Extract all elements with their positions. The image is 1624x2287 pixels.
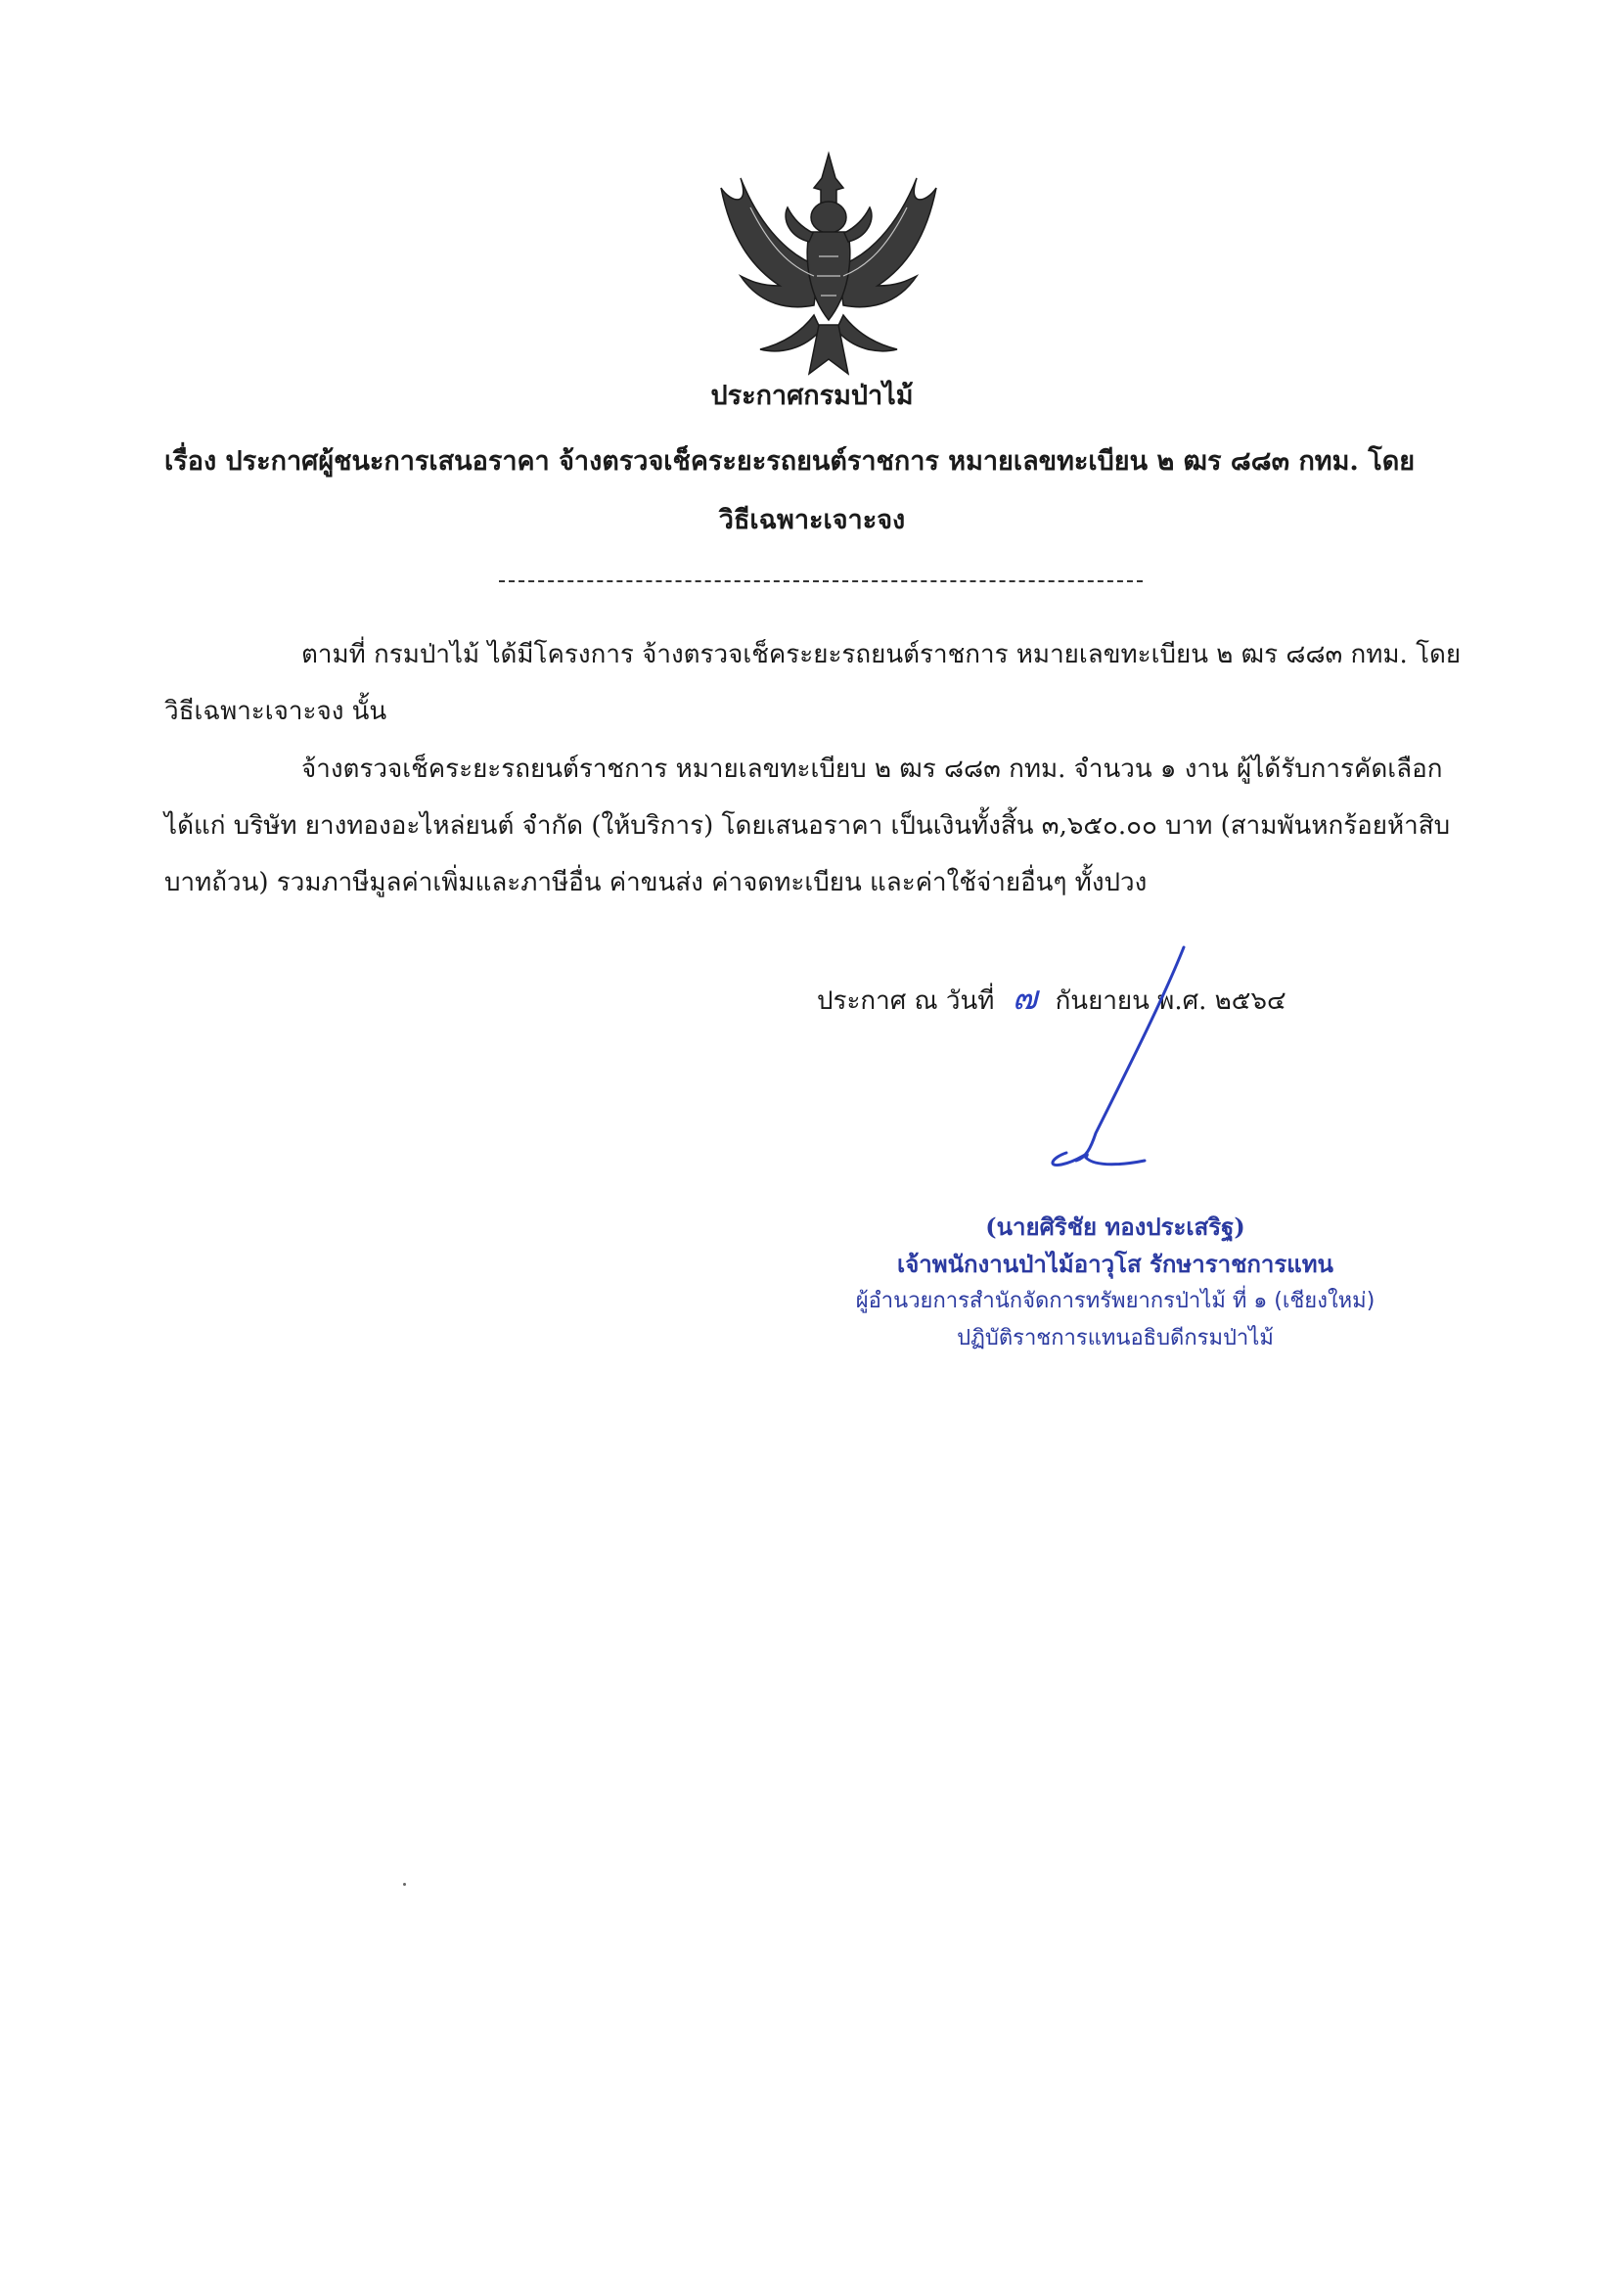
subject-line: เรื่อง ประกาศผู้ชนะการเสนอราคา จ้างตรวจเช็คระยะรถยนต์ราชการ หมายเลขทะเบียน ๒ ฒร ๘๘๓ กทม. โดย xyxy=(164,446,1416,477)
date-day-handwritten: ๗ xyxy=(1012,979,1038,1018)
signer-position: เจ้าพนักงานป่าไม้อาวุโส รักษาราชการแทน xyxy=(897,1250,1333,1278)
signer-name: (นายศิริชัย ทองประเสริฐ) xyxy=(985,1212,1245,1241)
date-prefix: ประกาศ ณ วันที่ xyxy=(817,986,995,1016)
document-title: ประกาศกรมป่าไม้ xyxy=(710,381,914,411)
handwritten-signature xyxy=(1037,938,1194,1202)
signer-position-delegate: ปฏิบัติราชการแทนอธิบดีกรมป่าไม้ xyxy=(957,1326,1274,1350)
divider xyxy=(499,580,1143,582)
signer-block xyxy=(802,1209,1428,1357)
scan-speck xyxy=(403,1883,406,1886)
date-suffix: กันยายน พ.ศ. ๒๕๖๔ xyxy=(1055,986,1286,1016)
paragraph-award: จ้างตรวจเช็คระยะรถยนต์ราชการ หมายเลขทะเบียบ ๒ ฒร ๘๘๓ กทม. จำนวน ๑ งาน ผู้ได้รับการคัดเลือก ได้แก่ บริษัท ยางทองอะไหล่ยนต์ จำกัด (ให้บริการ) โดยเสนอราคา เป็นเงินทั้งสิ้น ๓,๖๕๐.๐๐ บาท (สามพันหกร้อยห้าสิบบาทถ้วน) รวมภาษีมูลค่าเพิ่มและภาษีอื่น ค่าขนส่ง ค่าจดทะเบียน และค่าใช้จ่ายอื่นๆ ทั้งปวง xyxy=(164,755,1451,897)
subject-line-continued: วิธีเฉพาะเจาะจง xyxy=(718,505,906,535)
paragraph-reference: ตามที่ กรมป่าไม้ ได้มีโครงการ จ้างตรวจเช็คระยะรถยนต์ราชการ หมายเลขทะเบียน ๒ ฒร ๘๘๓ กทม. โดยวิธีเฉพาะเจาะจง นั้น xyxy=(164,640,1462,726)
signer-position-acting: ผู้อำนวยการสำนักจัดการทรัพยากรป่าไม้ ที่ ๑ (เชียงใหม่) xyxy=(855,1289,1376,1313)
garuda-emblem-icon xyxy=(711,149,946,384)
